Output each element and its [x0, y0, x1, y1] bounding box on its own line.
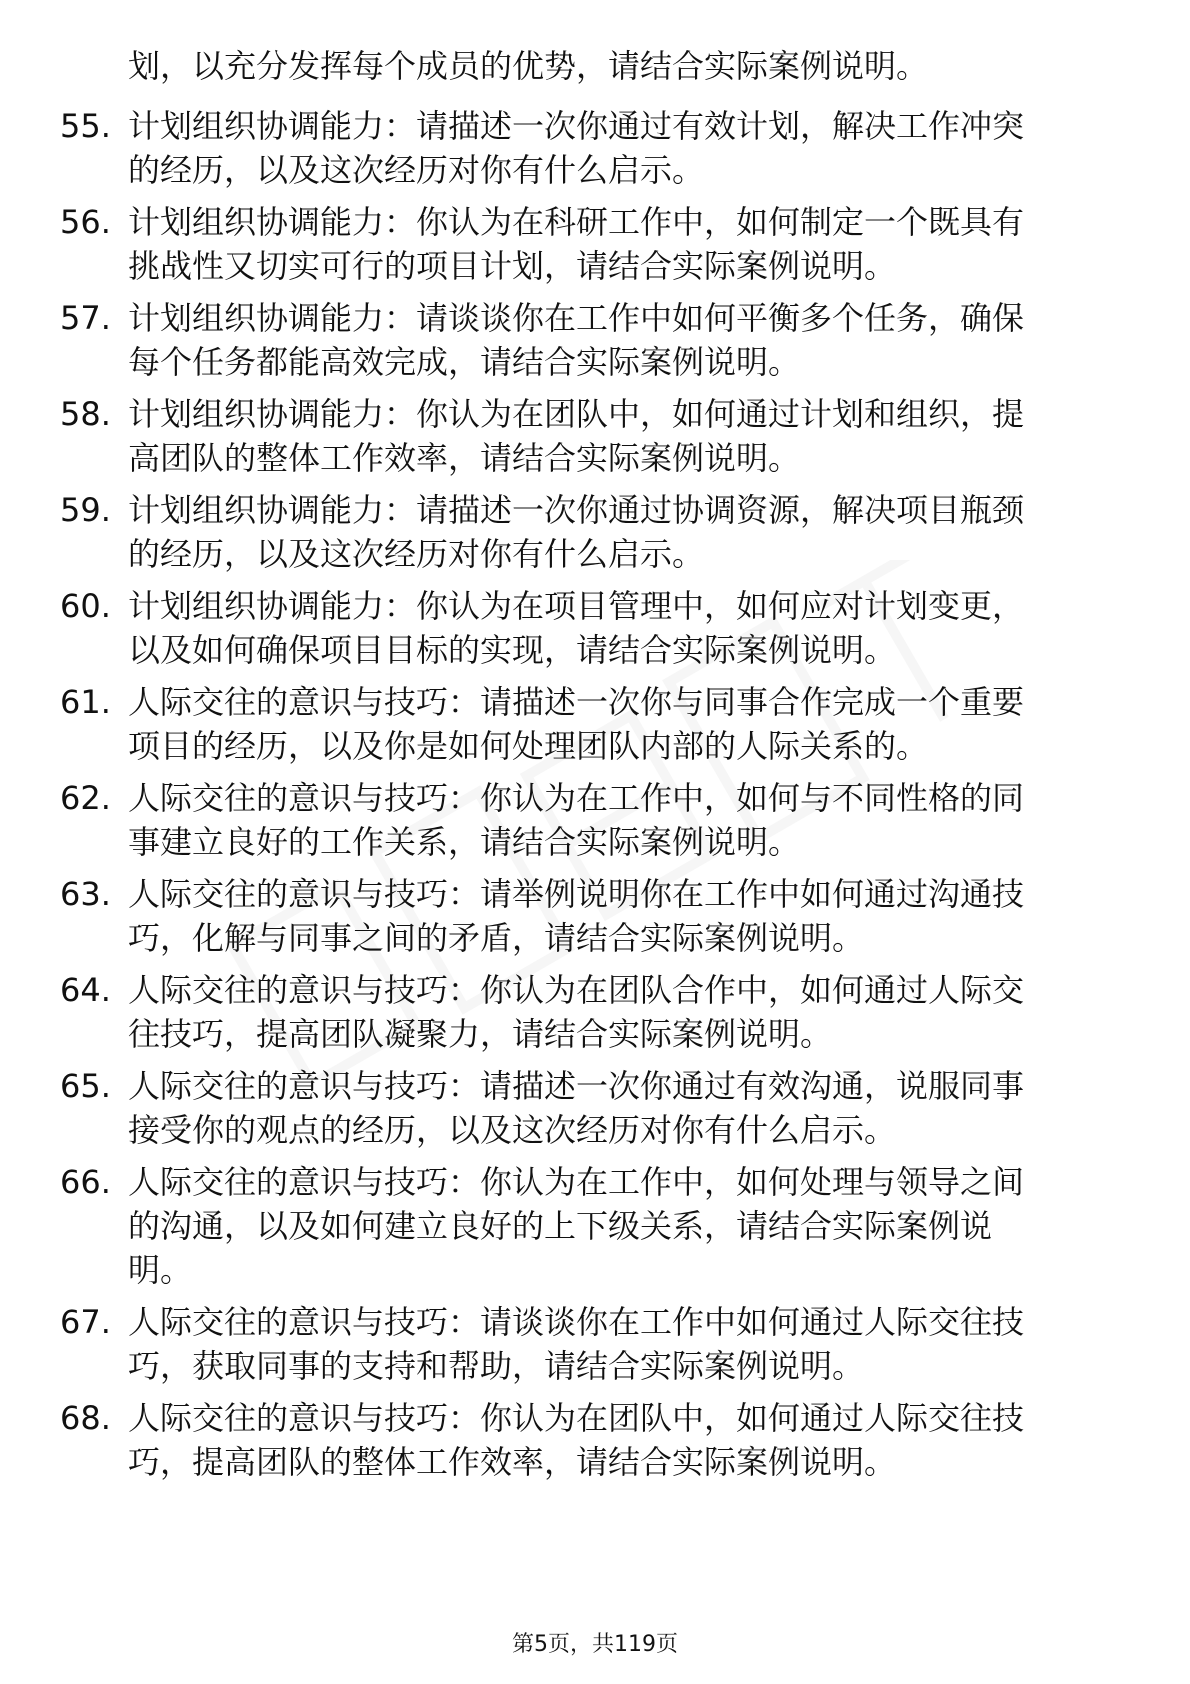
- question-text: [128, 488, 1128, 576]
- question-number: 59.: [60, 491, 111, 529]
- question-line: 人际交往的意识与技巧：你认为在团队合作中，如何通过人际交: [128, 971, 1025, 1009]
- question-line: 巧，获取同事的支持和帮助，请结合实际案例说明。: [128, 1347, 865, 1385]
- question-line: 巧，化解与同事之间的矛盾，请结合实际案例说明。: [128, 919, 865, 957]
- question-text: [128, 1300, 1128, 1388]
- question-line: 高团队的整体工作效率，请结合实际案例说明。: [128, 439, 801, 477]
- question-number: 58.: [60, 395, 111, 433]
- question-line: 计划组织协调能力：你认为在项目管理中，如何应对计划变更，: [128, 587, 1025, 625]
- question-number: 60.: [60, 587, 111, 625]
- question-number: 66.: [60, 1163, 111, 1201]
- question-line: 人际交往的意识与技巧：你认为在团队中，如何通过人际交往技: [128, 1399, 1025, 1437]
- question-line: 计划组织协调能力：请描述一次你通过协调资源，解决项目瓶颈: [128, 491, 1025, 529]
- question-line: 事建立良好的工作关系，请结合实际案例说明。: [128, 823, 801, 861]
- page-number-footer: 第5页，共119页: [512, 1632, 678, 1657]
- question-number: 67.: [60, 1303, 111, 1341]
- question-text: [128, 584, 1128, 672]
- question-number: 65.: [60, 1067, 111, 1105]
- question-text: [128, 1064, 1128, 1152]
- question-line: 人际交往的意识与技巧：请描述一次你与同事合作完成一个重要: [128, 683, 1025, 721]
- question-line: 计划组织协调能力：你认为在科研工作中，如何制定一个既具有: [128, 203, 1025, 241]
- question-number: 63.: [60, 875, 111, 913]
- question-line: 的沟通，以及如何建立良好的上下级关系，请结合实际案例说: [128, 1207, 993, 1245]
- question-text: [128, 680, 1128, 768]
- question-line: 计划组织协调能力：请描述一次你通过有效计划，解决工作冲突: [128, 107, 1025, 145]
- question-number: 61.: [60, 683, 111, 721]
- question-line: 人际交往的意识与技巧：请举例说明你在工作中如何通过沟通技: [128, 875, 1025, 913]
- question-text: [128, 872, 1128, 960]
- question-line: 人际交往的意识与技巧：你认为在工作中，如何与不同性格的同: [128, 779, 1025, 817]
- question-number: 56.: [60, 203, 111, 241]
- question-text: [128, 104, 1128, 192]
- question-text: [128, 296, 1128, 384]
- question-line: 计划组织协调能力：请谈谈你在工作中如何平衡多个任务，确保: [128, 299, 1025, 337]
- question-text: [128, 1160, 1128, 1292]
- question-line: 明。: [128, 1251, 193, 1289]
- question-line: 挑战性又切实可行的项目计划，请结合实际案例说明。: [128, 247, 897, 285]
- question-line: 的经历，以及这次经历对你有什么启示。: [128, 151, 705, 189]
- question-number: 68.: [60, 1399, 111, 1437]
- question-number: 64.: [60, 971, 111, 1009]
- question-text: [128, 392, 1128, 480]
- question-text: [128, 776, 1128, 864]
- question-line: 以及如何确保项目目标的实现，请结合实际案例说明。: [128, 631, 897, 669]
- question-line: 人际交往的意识与技巧：你认为在工作中，如何处理与领导之间: [128, 1163, 1025, 1201]
- continued-question-text: 划，以充分发挥每个成员的优势，请结合实际案例说明。: [128, 47, 929, 85]
- question-line: 接受你的观点的经历，以及这次经历对你有什么启示。: [128, 1111, 897, 1149]
- question-line: 每个任务都能高效完成，请结合实际案例说明。: [128, 343, 801, 381]
- question-text: [128, 1396, 1128, 1484]
- question-line: 人际交往的意识与技巧：请谈谈你在工作中如何通过人际交往技: [128, 1303, 1025, 1341]
- question-line: 巧，提高团队的整体工作效率，请结合实际案例说明。: [128, 1443, 897, 1481]
- question-line: 项目的经历，以及你是如何处理团队内部的人际关系的。: [128, 727, 929, 765]
- question-text: [128, 968, 1128, 1056]
- question-number: 57.: [60, 299, 111, 337]
- question-line: 的经历，以及这次经历对你有什么启示。: [128, 535, 705, 573]
- question-line: 往技巧，提高团队凝聚力，请结合实际案例说明。: [128, 1015, 833, 1053]
- question-number: 62.: [60, 779, 111, 817]
- question-line: 人际交往的意识与技巧：请描述一次你通过有效沟通，说服同事: [128, 1067, 1025, 1105]
- question-text: [128, 200, 1128, 288]
- question-line: 计划组织协调能力：你认为在团队中，如何通过计划和组织，提: [128, 395, 1025, 433]
- question-number: 55.: [60, 107, 111, 145]
